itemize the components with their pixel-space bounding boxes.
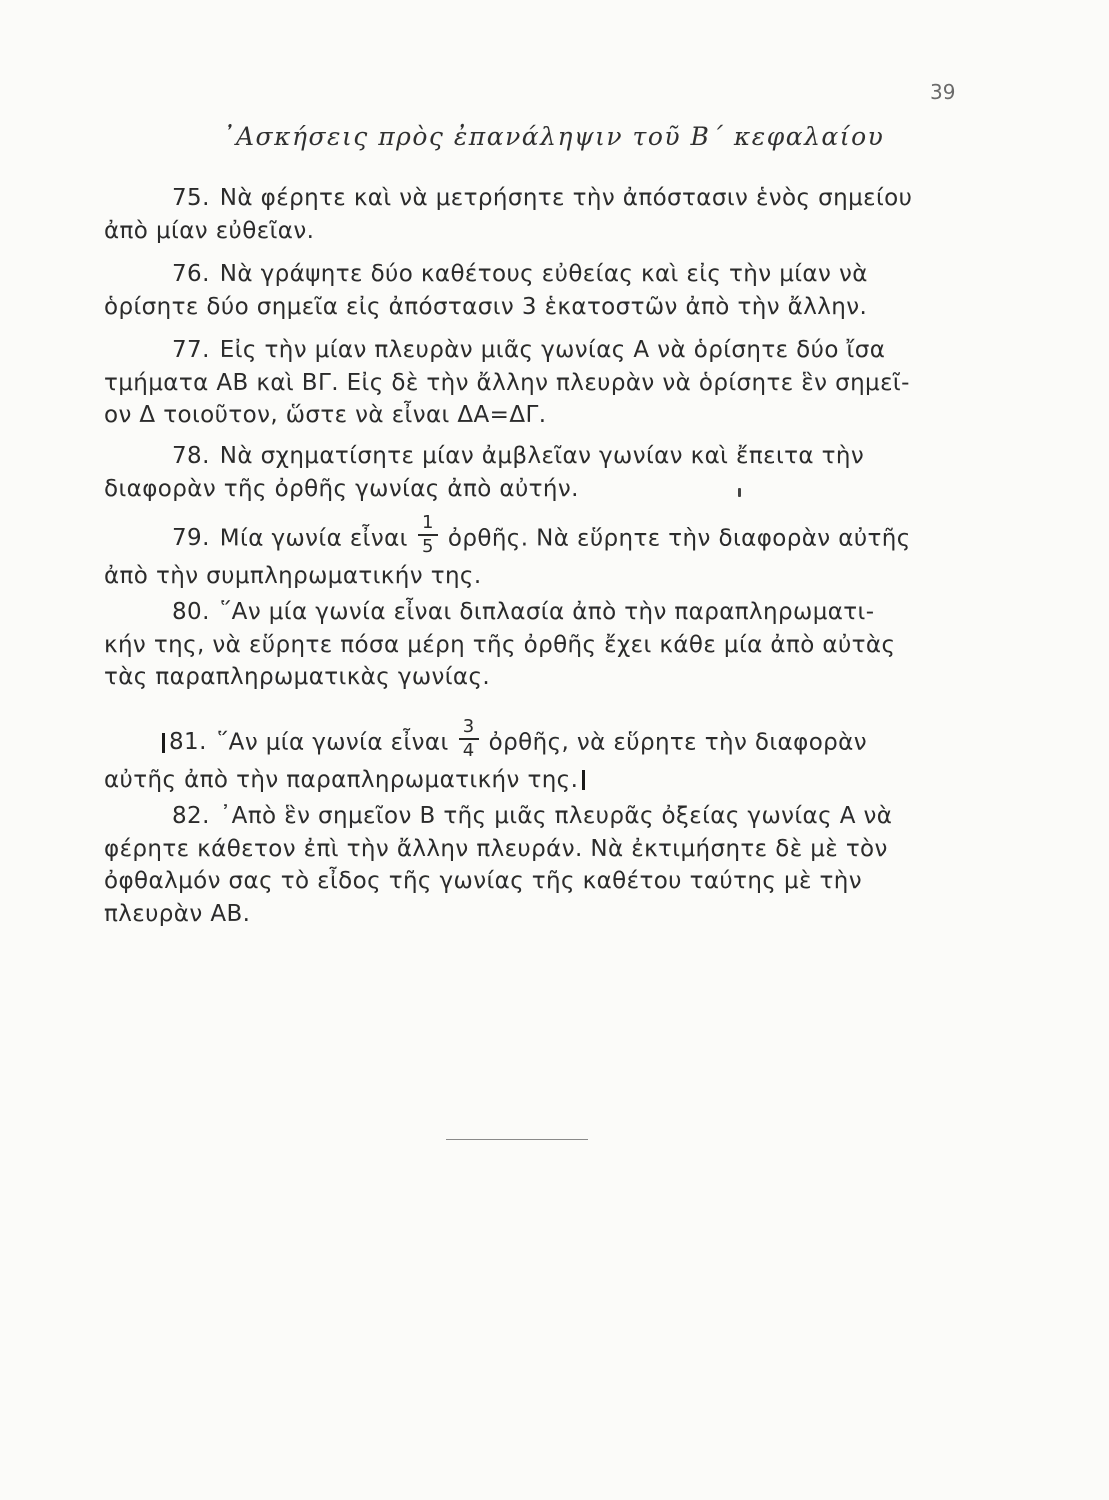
page-number: 39 — [930, 80, 956, 104]
exercise-number: 76. — [172, 261, 210, 287]
exercise-number: 79. — [172, 525, 210, 552]
exercise-number: 80. — [172, 599, 210, 625]
exercise-line: πλευρὰν ΑΒ. — [104, 900, 251, 927]
exercise-line — [104, 258, 962, 291]
exercise-number: 82. — [172, 803, 210, 829]
fraction-numerator: 1 — [421, 512, 434, 533]
exercise-text: Νὰ σχηματίσητε μίαν ἀμβλεῖαν γωνίαν καὶ ἔπειτα τὴν — [219, 443, 865, 469]
exercise-line: τμήματα ΑΒ καὶ ΒΓ. Εἰς δὲ τὴν ἄλλην πλευρὰν νὰ ὁρίσητε ἓν σημεῖ- — [104, 369, 910, 396]
exercise-line: φέρητε κάθετον ἐπὶ τὴν ἄλλην πλευράν. Νὰ ἐκτιμήσητε δὲ μὲ τὸν — [104, 835, 888, 862]
exercise-line — [104, 716, 962, 764]
fraction-three-quarters — [459, 718, 479, 760]
exercise-text: ὀρθῆς. Νὰ εὕρητε τὴν διαφορὰν αὐτῆς — [447, 525, 911, 552]
fraction-denominator: 4 — [462, 739, 475, 761]
exercise-line: ἀπὸ τὴν συμπληρωματικήν της. — [104, 562, 482, 589]
exercise-line — [104, 764, 962, 797]
exercise-text: Μία γωνία εἶναι — [219, 525, 408, 552]
exercise-number — [158, 726, 207, 759]
fraction-denominator: 5 — [421, 535, 434, 557]
exercise-text: αὐτῆς ἀπὸ τὴν παραπληρωματικήν της. — [104, 766, 579, 793]
exercise-line: διαφορὰν τῆς ὀρθῆς γωνίας ἀπὸ αὐτήν. — [104, 475, 579, 502]
exercise-text: Νὰ φέρητε καὶ νὰ μετρήσητε τὴν ἀπόστασιν ἑνὸς σημείου — [219, 185, 913, 211]
exercise-text: Εἰς τὴν μίαν πλευρὰν μιᾶς γωνίας Α νὰ ὁρίσητε δύο ἴσα — [219, 337, 886, 363]
section-heading: ᾿Ασκήσεις πρὸς ἐπανάληψιν τοῦ Β΄ κεφαλαίου — [222, 122, 885, 151]
exercise-76 — [104, 258, 962, 323]
margin-mark-icon — [582, 770, 585, 790]
exercise-number: 77. — [172, 337, 210, 363]
exercise-82 — [104, 800, 962, 931]
exercise-line — [104, 182, 962, 215]
exercise-79 — [104, 512, 962, 592]
print-speck — [738, 488, 741, 497]
exercise-number-text: 81. — [169, 729, 207, 756]
exercise-line: ον Δ τοιοῦτον, ὥστε νὰ εἶναι ΔΑ=ΔΓ. — [104, 402, 547, 429]
exercise-number: 78. — [172, 443, 210, 469]
exercise-text: ῞Αν μία γωνία εἶναι — [216, 729, 449, 756]
exercise-line — [104, 334, 962, 367]
margin-mark-icon — [162, 733, 165, 753]
exercise-text: ὀρθῆς, νὰ εὕρητε τὴν διαφορὰν — [488, 729, 867, 756]
exercise-81 — [104, 716, 962, 796]
exercise-line: κήν της, νὰ εὕρητε πόσα μέρη τῆς ὀρθῆς ἔχει κάθε μία ἀπὸ αὐτὰς — [104, 631, 896, 658]
exercise-line: τὰς παραπληρωματικὰς γωνίας. — [104, 664, 491, 691]
exercise-line: ἀπὸ μίαν εὐθεῖαν. — [104, 217, 315, 244]
exercise-line — [104, 800, 962, 833]
exercise-text: Νὰ γράψητε δύο καθέτους εὐθείας καὶ εἰς τὴν μίαν νὰ — [219, 261, 868, 287]
exercise-77 — [104, 334, 962, 432]
end-rule — [446, 1139, 588, 1140]
exercise-78 — [104, 440, 962, 505]
exercise-text: ῞Αν μία γωνία εἶναι διπλασία ἀπὸ τὴν παραπληρωματι- — [219, 599, 875, 625]
fraction-one-fifth — [418, 514, 438, 556]
exercise-line: ὀφθαλμόν σας τὸ εἶδος τῆς γωνίας τῆς καθέτου ταύτης μὲ τὴν — [104, 868, 862, 895]
exercise-75 — [104, 182, 962, 247]
exercise-line — [104, 596, 962, 629]
exercise-line: ὁρίσητε δύο σημεῖα εἰς ἀπόστασιν 3 ἑκατοστῶν ἀπὸ τὴν ἄλλην. — [104, 293, 868, 320]
exercise-line — [104, 512, 962, 560]
exercise-text: ᾿Απὸ ἓν σημεῖον Β τῆς μιᾶς πλευρᾶς ὀξείας γωνίας Α νὰ — [219, 803, 893, 829]
exercise-number: 75. — [172, 185, 210, 211]
exercise-80 — [104, 596, 962, 694]
exercise-line — [104, 440, 962, 473]
fraction-numerator: 3 — [462, 716, 475, 737]
